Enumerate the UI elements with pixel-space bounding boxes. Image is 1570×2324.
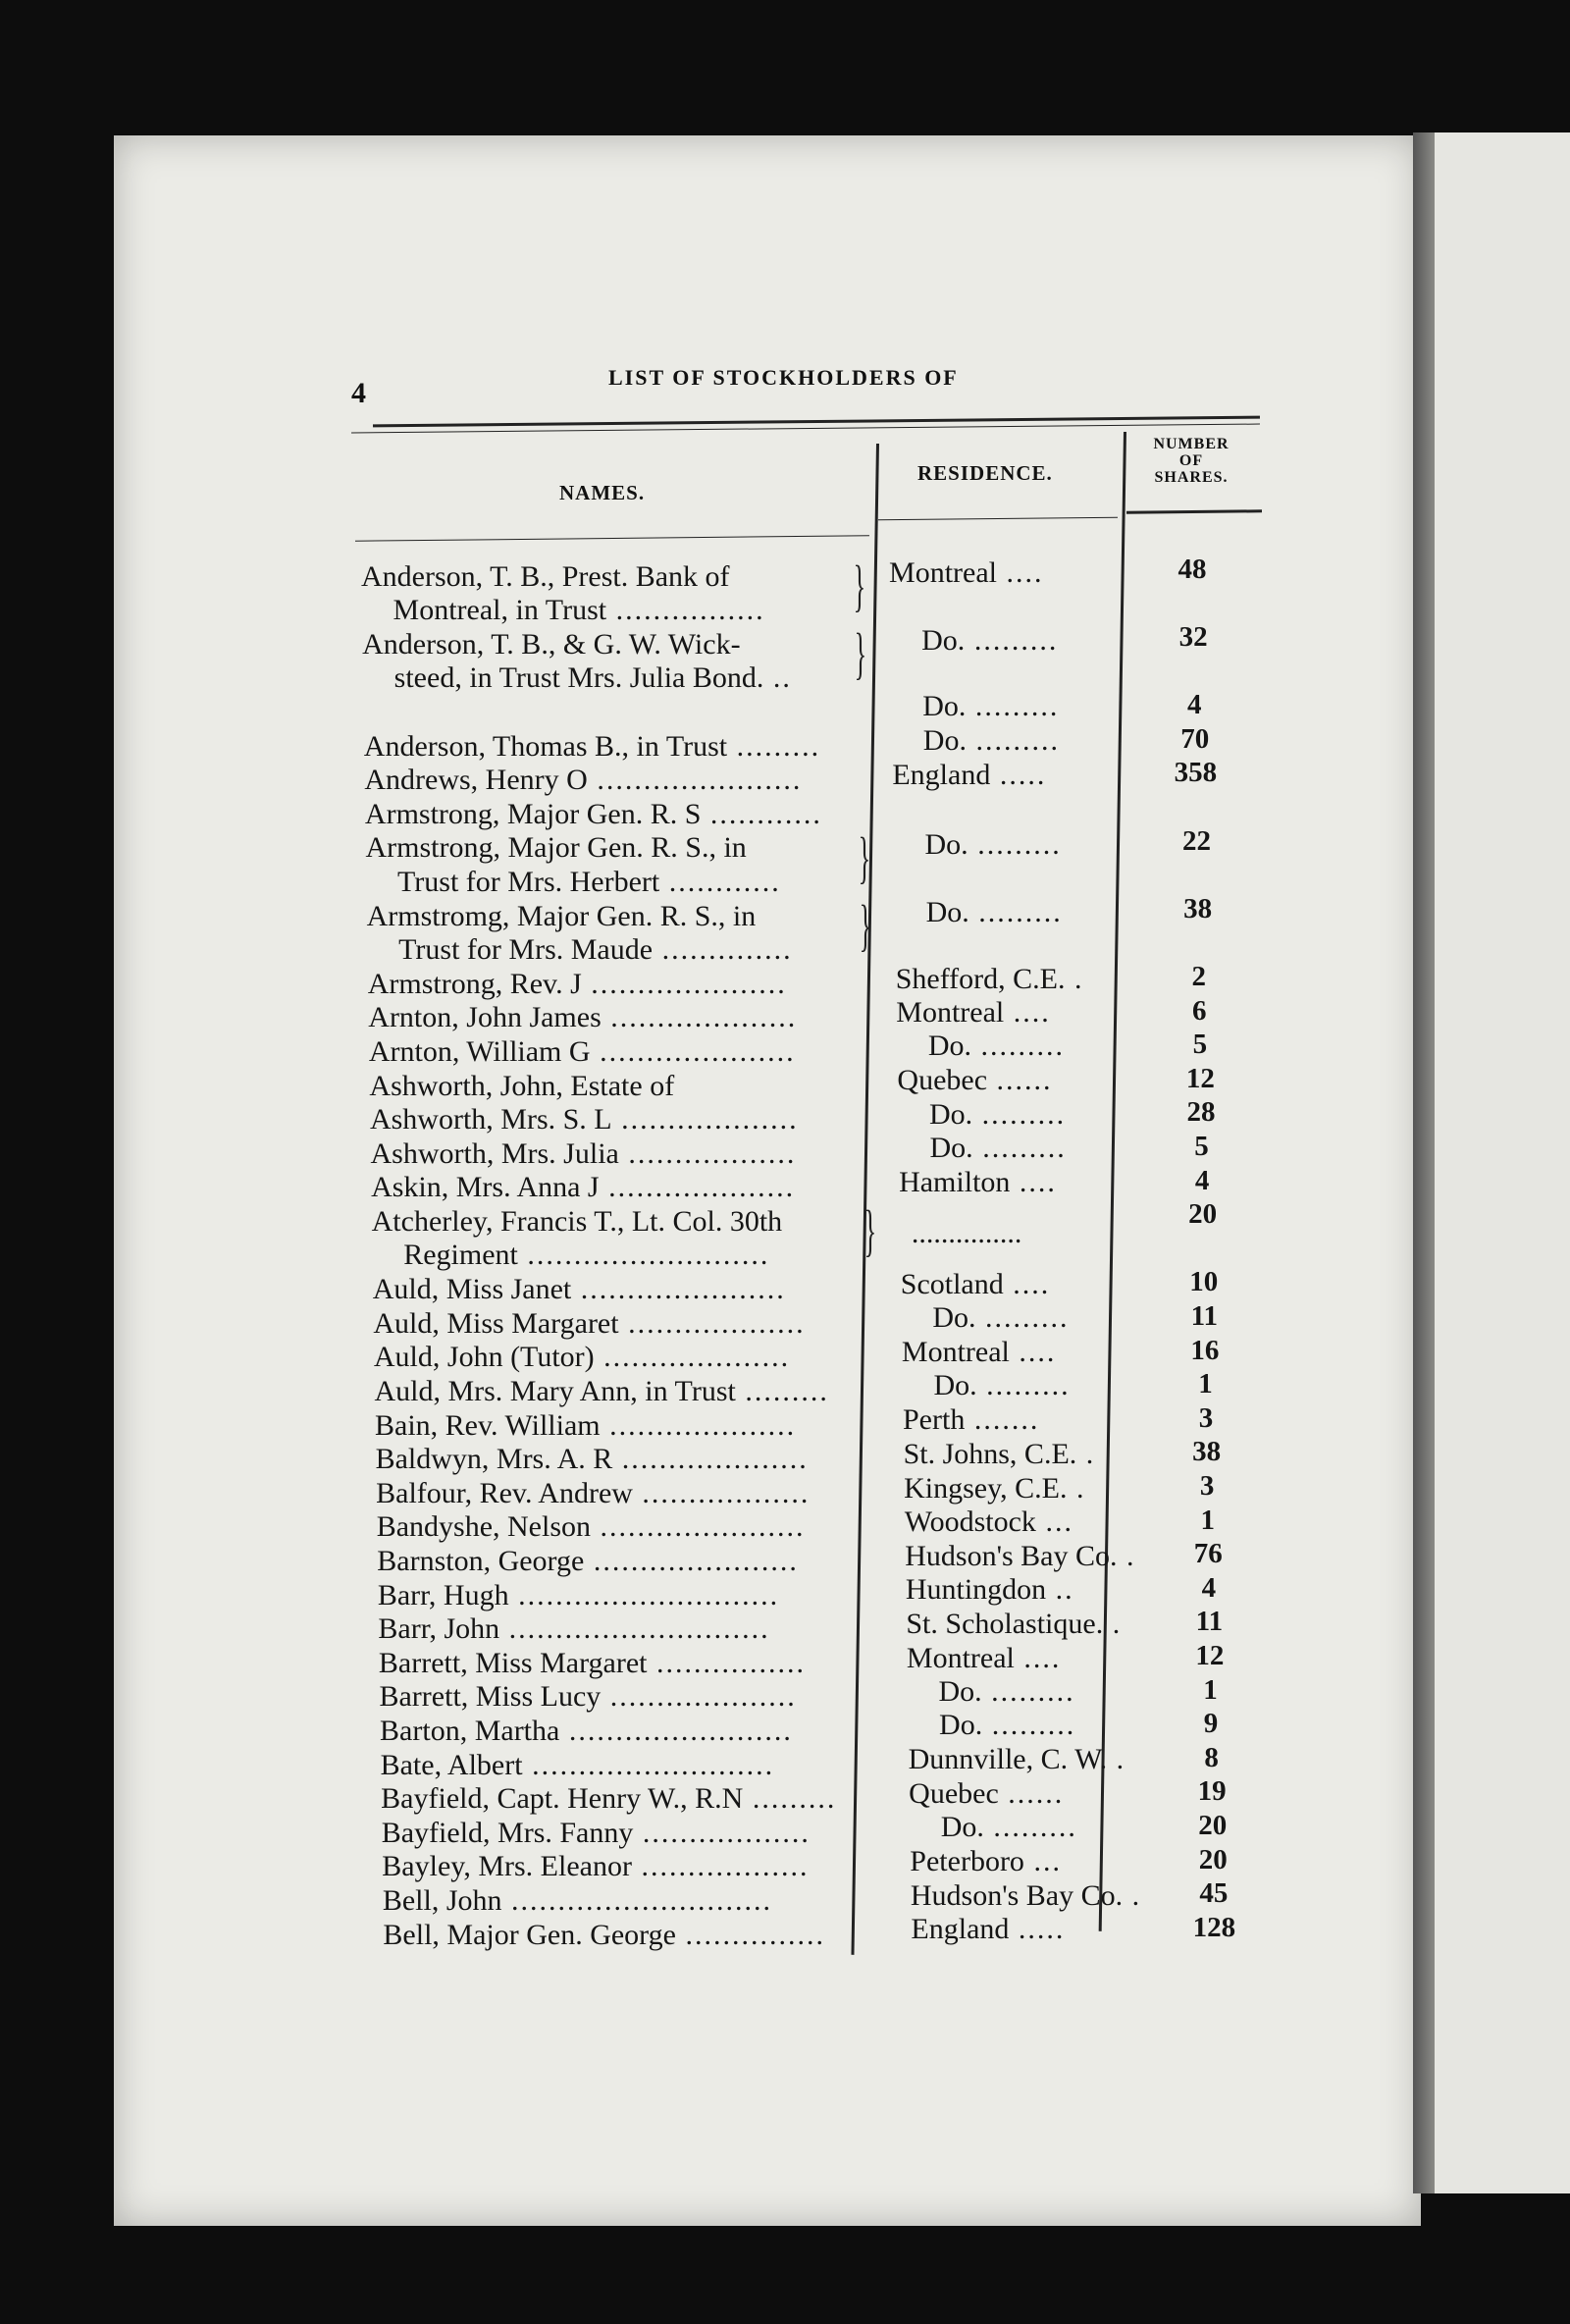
leader-dots: ..... xyxy=(1009,1913,1066,1946)
leader-dots: .................. xyxy=(618,1136,797,1170)
stockholder-name xyxy=(371,1137,797,1171)
stockholder-name xyxy=(383,1919,825,1952)
name-text: Auld, Mrs. Mary Ann, in Trust xyxy=(374,1374,736,1407)
leader-dots: ...................... xyxy=(587,764,803,797)
residence-text: Do. xyxy=(939,1709,983,1742)
leader-dots: ................... xyxy=(611,1103,799,1136)
curly-brace: } xyxy=(858,824,870,889)
share-count: 38 xyxy=(1192,1436,1222,1468)
name-text: Arnton, John James xyxy=(368,1001,602,1034)
residence-text: England xyxy=(892,758,991,791)
column-head-names: NAMES. xyxy=(559,481,646,504)
page-number: 4 xyxy=(351,377,366,409)
residence xyxy=(907,1642,1061,1675)
leader-dots: .......................... xyxy=(517,1239,770,1272)
name-text: Andrews, Henry O xyxy=(364,764,588,797)
residence-text: Do. xyxy=(928,1097,973,1131)
share-count: 32 xyxy=(1178,621,1208,654)
residence xyxy=(892,759,1046,792)
leader-dots: . xyxy=(1103,1607,1123,1640)
residence xyxy=(926,896,1063,929)
leader-dots: ...................... xyxy=(571,1273,786,1306)
stockholder-name xyxy=(376,1443,809,1476)
leader-dots: ...... xyxy=(987,1064,1053,1097)
curly-brace: } xyxy=(854,621,867,685)
name-text: Auld, Miss Margaret xyxy=(373,1306,619,1340)
leader-dots: ............ xyxy=(659,865,781,898)
leader-dots: ............................ xyxy=(499,1612,770,1646)
residence-text: St. Johns, C.E. xyxy=(903,1437,1077,1470)
leader-dots: ... xyxy=(1035,1505,1073,1539)
stockholder-name xyxy=(369,1035,796,1069)
share-count: 2 xyxy=(1191,961,1206,993)
leader-dots: ......... xyxy=(965,624,1059,658)
shares-head-line-3: SHARES. xyxy=(1154,469,1229,486)
leader-dots: ......... xyxy=(966,690,1060,723)
residence xyxy=(906,1608,1122,1641)
leader-dots: ......... xyxy=(968,896,1063,929)
curly-brace: } xyxy=(859,892,871,957)
leader-dots: ......... xyxy=(727,729,821,763)
residence-text: St. Scholastique. xyxy=(906,1607,1104,1640)
name-text: Barr, John xyxy=(378,1612,500,1646)
running-head: LIST OF STOCKHOLDERS OF xyxy=(608,365,959,390)
stockholder-name xyxy=(378,1612,769,1646)
residence-text: Do. xyxy=(927,1030,972,1063)
name-text: Bayfield, Mrs. Fanny xyxy=(381,1816,634,1849)
name-text: Bell, Major Gen. George xyxy=(383,1918,676,1951)
shares-head-line-1: NUMBER xyxy=(1153,436,1230,452)
stockholder-name xyxy=(367,900,757,933)
name-text-continued: steed, in Trust Mrs. Julia Bond. xyxy=(393,661,764,694)
residence-text: England xyxy=(911,1913,1010,1946)
name-text: Bayley, Mrs. Eleanor xyxy=(382,1850,632,1883)
residence-text: Do. xyxy=(925,896,969,929)
stockholder-name-continued xyxy=(393,594,765,627)
leader-dots: . xyxy=(1067,1471,1086,1505)
leader-dots: ................ xyxy=(647,1646,806,1679)
residence xyxy=(925,828,1062,862)
leader-dots: ................ xyxy=(606,593,765,626)
leader-dots: .................... xyxy=(601,1680,797,1714)
share-count: 5 xyxy=(1192,1029,1208,1061)
share-count: 5 xyxy=(1194,1131,1209,1163)
stockholder-name xyxy=(380,1715,793,1748)
leader-dots: . xyxy=(1076,1437,1096,1470)
name-text-continued: Trust for Mrs. Herbert xyxy=(397,865,660,898)
name-text-continued: Regiment xyxy=(403,1239,518,1272)
residence xyxy=(905,1540,1135,1573)
leader-dots: .................. xyxy=(633,1816,811,1849)
residence-text: Perth xyxy=(903,1403,966,1437)
stockholder-name-continued xyxy=(398,933,792,967)
residence xyxy=(903,1403,1039,1437)
stockholder-name xyxy=(368,1001,797,1034)
residence-text: Do. xyxy=(940,1811,984,1844)
stockholder-name xyxy=(365,798,822,831)
name-text: Baldwyn, Mrs. A. R xyxy=(375,1443,613,1476)
name-text: Ashworth, Mrs. S. L xyxy=(369,1103,612,1136)
residence xyxy=(923,724,1060,758)
leader-dots: ............... xyxy=(675,1918,825,1951)
residence-text: Dunnville, C. W. xyxy=(908,1743,1108,1776)
stockholder-name xyxy=(362,628,740,661)
name-text: Ashworth, Mrs. Julia xyxy=(370,1136,619,1170)
leader-dots: ......... xyxy=(976,1369,1071,1402)
leader-dots: ......... xyxy=(743,1782,837,1816)
leader-dots: ......... xyxy=(971,1030,1066,1063)
leader-dots: .................... xyxy=(612,1443,809,1476)
residence xyxy=(899,1166,1057,1199)
leader-dots: ............... xyxy=(911,1216,1022,1249)
name-text: Auld, John (Tutor) xyxy=(373,1341,595,1374)
leader-dots: .................. xyxy=(631,1850,810,1883)
share-count: 11 xyxy=(1195,1606,1224,1638)
share-count: 70 xyxy=(1180,722,1210,755)
residence xyxy=(911,1913,1065,1946)
leader-dots: .. xyxy=(1046,1573,1074,1607)
leader-dots: . xyxy=(1117,1539,1136,1572)
residence xyxy=(922,690,1059,723)
residence xyxy=(932,1301,1069,1335)
stockholder-name xyxy=(369,1070,674,1103)
leader-dots: .................... xyxy=(601,1001,798,1034)
leader-dots: ..................... xyxy=(581,967,787,1000)
name-text: Anderson, Thomas B., in Trust xyxy=(363,729,728,763)
share-count: 9 xyxy=(1203,1708,1219,1740)
leader-dots: ......... xyxy=(981,1674,1075,1708)
leader-dots: .... xyxy=(1009,1336,1057,1369)
stockholder-name-continued xyxy=(394,661,792,695)
residence-text: Shefford, C.E. xyxy=(895,962,1066,995)
stockholder-name-continued xyxy=(403,1239,769,1272)
residence-text: Do. xyxy=(929,1132,973,1165)
stockholder-name xyxy=(377,1545,799,1578)
residence-text: Do. xyxy=(922,724,967,758)
stockholder-name xyxy=(361,560,730,594)
name-text: Bayfield, Capt. Henry W., R.N xyxy=(381,1782,744,1816)
share-count: 8 xyxy=(1204,1741,1219,1773)
leader-dots: ............................ xyxy=(501,1883,773,1917)
leader-dots: .... xyxy=(997,556,1044,590)
book-spine xyxy=(1413,132,1435,2193)
stockholder-name xyxy=(371,1171,795,1204)
curly-brace: } xyxy=(853,553,866,617)
name-text: Bandyshe, Nelson xyxy=(376,1510,591,1544)
residence xyxy=(906,1573,1074,1607)
share-count: 128 xyxy=(1192,1911,1236,1943)
stockholder-name xyxy=(364,764,802,797)
leader-dots: ............ xyxy=(701,797,822,830)
share-count: 20 xyxy=(1198,1843,1228,1875)
residence xyxy=(933,1369,1070,1402)
name-text: Barrett, Miss Lucy xyxy=(379,1680,602,1714)
name-text: Askin, Mrs. Anna J xyxy=(371,1171,600,1204)
share-count: 6 xyxy=(1192,994,1207,1027)
residence-text: Huntingdon xyxy=(905,1573,1047,1607)
residence xyxy=(905,1505,1073,1539)
leader-dots: ......... xyxy=(983,1811,1077,1844)
leader-dots: ......... xyxy=(966,724,1060,758)
share-count: 22 xyxy=(1181,824,1211,857)
stockholder-name xyxy=(374,1341,790,1374)
leader-dots: . xyxy=(1107,1743,1126,1776)
stockholder-name xyxy=(372,1205,783,1239)
leader-dots: ......... xyxy=(968,827,1062,861)
name-text-continued: Trust for Mrs. Maude xyxy=(398,932,654,966)
residence xyxy=(889,556,1043,590)
residence xyxy=(929,1098,1066,1132)
leader-dots: .................... xyxy=(600,1408,797,1442)
leader-dots: ... xyxy=(1023,1845,1062,1878)
stockholder-name xyxy=(379,1647,806,1680)
residence-text: Hudson's Bay Co. xyxy=(910,1878,1124,1912)
name-text-continued: Montreal, in Trust xyxy=(392,593,607,626)
stockholder-name xyxy=(375,1409,796,1443)
residence-text: Kingsey, C.E. xyxy=(904,1471,1068,1505)
name-text: Armstrong, Major Gen. R. S., in xyxy=(365,831,747,865)
share-count: 28 xyxy=(1186,1096,1216,1129)
name-text: Bain, Rev. William xyxy=(375,1408,601,1442)
share-count: 45 xyxy=(1199,1877,1229,1910)
leader-dots: ........................ xyxy=(559,1714,793,1747)
share-count: 358 xyxy=(1174,757,1218,789)
stockholder-name xyxy=(382,1850,809,1883)
share-count: 19 xyxy=(1197,1775,1227,1808)
share-count: 1 xyxy=(1203,1673,1218,1706)
leader-dots: ................... xyxy=(618,1306,806,1340)
residence xyxy=(902,1336,1056,1369)
stockholder-name xyxy=(370,1103,799,1136)
residence-text: Scotland xyxy=(900,1267,1004,1300)
column-head-residence: RESIDENCE. xyxy=(917,461,1053,485)
residence xyxy=(904,1472,1085,1505)
residence-text: Peterboro xyxy=(910,1845,1024,1878)
leader-dots: ......... xyxy=(975,1301,1070,1335)
shares-head-line-2: OF xyxy=(1178,452,1204,469)
leader-dots: .... xyxy=(1004,996,1051,1030)
name-text: Armstromg, Major Gen. R. S., in xyxy=(366,899,757,932)
stockholder-name xyxy=(365,831,746,865)
share-count: 3 xyxy=(1199,1470,1215,1503)
leader-dots: . xyxy=(1123,1878,1142,1912)
leader-dots: ...................... xyxy=(584,1544,799,1577)
residence xyxy=(901,1268,1051,1301)
stockholder-name xyxy=(368,968,787,1001)
stockholder-name xyxy=(381,1749,774,1782)
residence xyxy=(910,1845,1062,1878)
name-text: Barr, Hugh xyxy=(377,1578,509,1611)
name-text: Ashworth, John, Estate of xyxy=(369,1069,675,1102)
stockholder-name xyxy=(364,730,820,764)
column-head-shares xyxy=(1132,436,1250,486)
curly-brace: } xyxy=(864,1198,876,1263)
share-count: 76 xyxy=(1193,1538,1223,1570)
residence xyxy=(930,1132,1067,1165)
leader-dots: .... xyxy=(1014,1641,1062,1674)
leader-dots: . xyxy=(1065,962,1084,995)
name-text: Armstrong, Major Gen. R. S xyxy=(364,797,702,830)
share-count: 1 xyxy=(1198,1368,1213,1400)
share-count: 16 xyxy=(1190,1334,1220,1366)
stockholder-name xyxy=(379,1680,796,1714)
share-count: 20 xyxy=(1188,1198,1218,1231)
name-text: Armstrong, Rev. J xyxy=(367,967,582,1000)
residence-text: Montreal xyxy=(889,556,997,590)
residence-text: Quebec xyxy=(909,1776,999,1810)
name-text: Bate, Albert xyxy=(380,1748,523,1781)
residence-text: Do. xyxy=(938,1674,982,1708)
stockholder-name xyxy=(381,1782,836,1816)
stockholder-name xyxy=(383,1884,772,1918)
share-count: 48 xyxy=(1178,553,1207,585)
stockholder-name-continued xyxy=(397,866,781,899)
residence-text: Hudson's Bay Co. xyxy=(905,1539,1118,1572)
stockholder-name xyxy=(377,1510,806,1544)
residence xyxy=(896,996,1050,1030)
leader-dots: ............................ xyxy=(508,1578,780,1611)
residence xyxy=(897,1064,1052,1097)
leader-dots: ......... xyxy=(972,1132,1067,1165)
name-text: Bell, John xyxy=(382,1883,502,1917)
leader-dots: .. xyxy=(763,661,792,694)
share-count: 20 xyxy=(1198,1810,1228,1842)
residence xyxy=(911,1879,1141,1913)
stockholder-name xyxy=(374,1375,828,1408)
leader-dots: .............. xyxy=(653,932,793,966)
leader-dots: ..................... xyxy=(590,1034,796,1068)
leader-dots: .................... xyxy=(594,1341,791,1374)
residence xyxy=(939,1709,1075,1742)
name-text: Atcherley, Francis T., Lt. Col. 30th xyxy=(371,1204,783,1238)
name-text: Barton, Martha xyxy=(380,1714,560,1747)
residence xyxy=(896,963,1084,996)
residence-text: Montreal xyxy=(901,1336,1010,1369)
share-count: 38 xyxy=(1183,892,1213,924)
name-text: Barnston, George xyxy=(377,1544,585,1577)
stockholder-name xyxy=(378,1579,779,1612)
leader-dots: .................. xyxy=(632,1476,811,1509)
share-count: 12 xyxy=(1195,1640,1225,1672)
residence xyxy=(909,1777,1064,1811)
name-text: Barrett, Miss Margaret xyxy=(378,1646,648,1679)
leader-dots: .... xyxy=(1003,1267,1051,1300)
name-text: Anderson, T. B., & G. W. Wick- xyxy=(362,627,741,660)
leader-dots: .... xyxy=(1010,1166,1057,1199)
stockholder-name xyxy=(382,1817,811,1850)
leader-dots: ....... xyxy=(965,1403,1040,1437)
residence xyxy=(941,1811,1077,1844)
share-count: 3 xyxy=(1198,1401,1214,1434)
residence-text: Do. xyxy=(922,690,967,723)
residence-text: Quebec xyxy=(897,1064,988,1097)
name-text: Anderson, T. B., Prest. Bank of xyxy=(361,559,730,593)
leader-dots: .................... xyxy=(599,1171,796,1204)
stockholder-name xyxy=(373,1307,805,1341)
name-text: Balfour, Rev. Andrew xyxy=(376,1476,633,1509)
share-count: 4 xyxy=(1194,1164,1210,1196)
share-count: 4 xyxy=(1201,1571,1217,1604)
residence-text: Do. xyxy=(933,1369,977,1402)
leader-dots: ...................... xyxy=(591,1510,806,1544)
share-count: 10 xyxy=(1189,1266,1219,1298)
name-text: Auld, Miss Janet xyxy=(372,1273,572,1306)
residence-text: Do. xyxy=(932,1301,976,1335)
leader-dots: ......... xyxy=(735,1374,829,1407)
residence xyxy=(928,1030,1065,1063)
residence-text: Montreal xyxy=(896,996,1005,1030)
residence-text: Montreal xyxy=(906,1641,1015,1674)
residence xyxy=(938,1675,1074,1709)
share-count: 11 xyxy=(1190,1300,1219,1333)
residence xyxy=(909,1743,1126,1776)
leader-dots: ..... xyxy=(990,758,1047,791)
share-count: 1 xyxy=(1200,1504,1215,1536)
residence-text: Hamilton xyxy=(899,1166,1011,1199)
stockholder-name xyxy=(376,1477,810,1510)
share-count: 12 xyxy=(1185,1062,1215,1094)
leader-dots: ......... xyxy=(972,1097,1067,1131)
leader-dots: ...... xyxy=(998,1776,1065,1810)
residence-text: Do. xyxy=(921,624,966,658)
leader-dots: ......... xyxy=(982,1709,1076,1742)
share-count: 4 xyxy=(1186,689,1202,721)
stockholder-name xyxy=(373,1273,786,1306)
residence xyxy=(904,1438,1096,1471)
residence-text: Do. xyxy=(924,827,968,861)
name-text: Arnton, William G xyxy=(368,1034,591,1068)
facing-page xyxy=(1435,132,1570,2193)
leader-dots: .......................... xyxy=(522,1748,775,1781)
residence-text: Woodstock xyxy=(904,1505,1036,1539)
residence xyxy=(921,624,1058,658)
